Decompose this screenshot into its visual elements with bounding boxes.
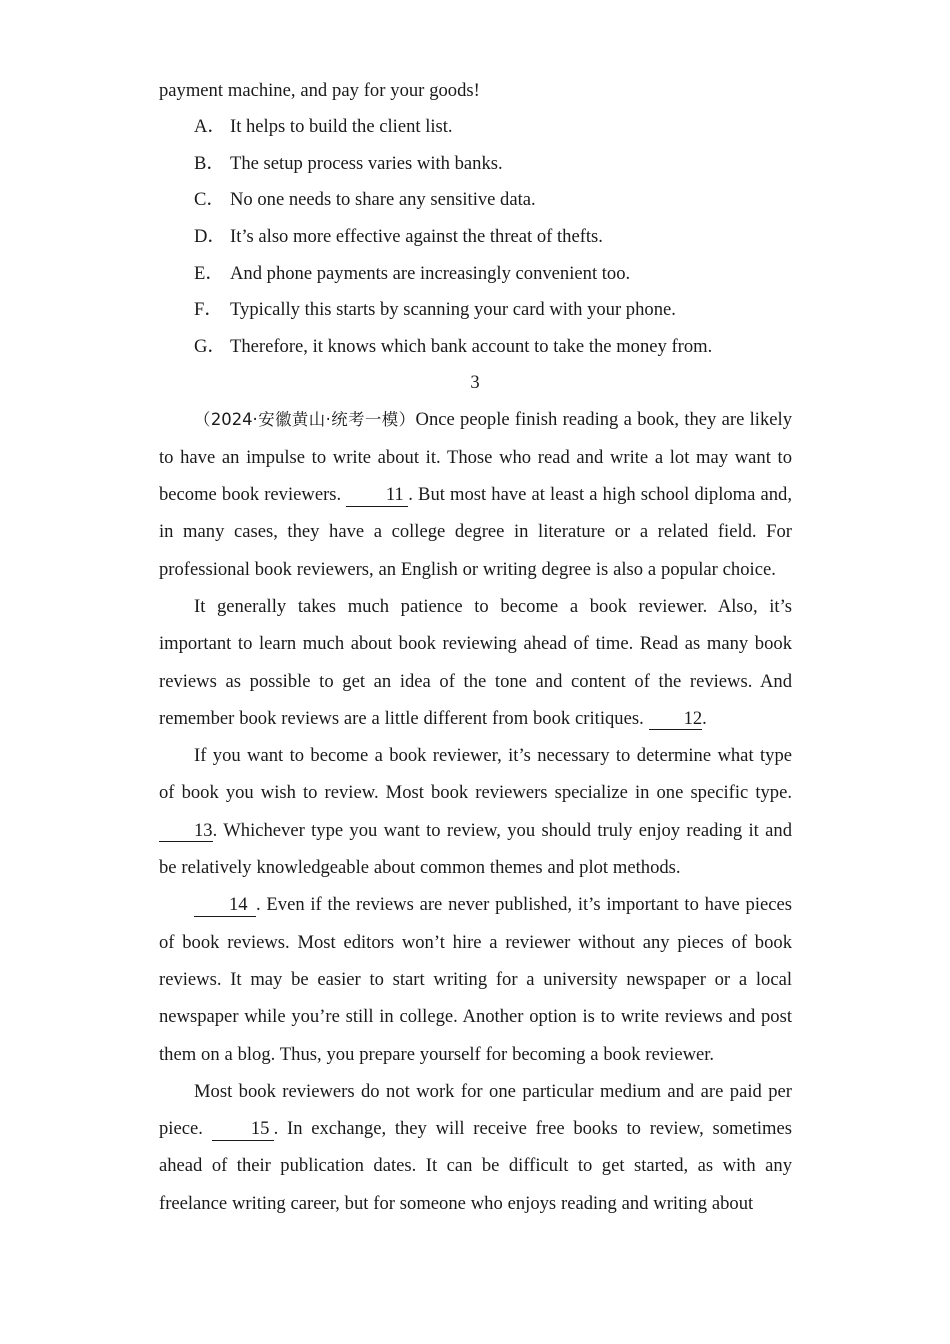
option-letter: C．: [194, 189, 225, 211]
passage-paragraph-5: [159, 1073, 792, 1222]
option-letter: B．: [194, 152, 225, 174]
option-text: Typically this starts by scanning your card with your phone.: [230, 299, 676, 321]
option-row-c[interactable]: [159, 182, 792, 219]
passage-paragraph-1: [159, 401, 792, 587]
option-list: [159, 109, 792, 365]
paragraph-5-text-after: . In exchange, they will receive free books to review, sometimes ahead of their publication dates. It can be difficult to get started, as with any freelance writing career, but for someone who enjoys reading and writing about: [159, 1118, 792, 1214]
answer-blank-15[interactable]: 15: [212, 1119, 274, 1141]
option-text: And phone payments are increasingly convenient too.: [230, 262, 631, 284]
option-row-b[interactable]: [159, 146, 792, 183]
passage-paragraph-2: [159, 588, 792, 737]
paragraph-3-text-after: . Whichever type you want to review, you should truly enjoy reading it and be relatively knowledgeable about common themes and plot methods.: [159, 819, 792, 879]
paragraph-1-text-after: . But most have at least a high school diploma and, in many cases, they have a college degree in literature or a related field. For professional book reviewers, an English or writing degree is also a popular choice.: [159, 484, 792, 580]
option-text: It helps to build the client list.: [230, 116, 453, 138]
option-row-e[interactable]: [159, 256, 792, 293]
source-tag: （2024·安徽黄山·统考一模）: [194, 410, 416, 430]
option-text: No one needs to share any sensitive data.: [230, 189, 536, 211]
carryover-line: payment machine, and pay for your goods!: [159, 80, 480, 101]
section-number: 3: [470, 372, 480, 394]
option-letter: D．: [194, 226, 227, 248]
option-letter: G．: [194, 335, 227, 357]
passage-paragraph-4: [159, 886, 792, 1072]
paragraph-4-text-after: . Even if the reviews are never published, it’s important to have pieces of book reviews. Most editors won’t hire a reviewer without any pieces of book reviews. It may be easier to start writing for a university newspaper or a local newspaper while you’re still in college. Another option is to write reviews and post them on a blog. Thus, you prepare yourself for becoming a book reviewer.: [159, 894, 792, 1065]
option-row-f[interactable]: [159, 292, 792, 329]
answer-blank-13[interactable]: 13: [159, 821, 213, 843]
option-row-d[interactable]: [159, 219, 792, 256]
option-row-a[interactable]: [159, 109, 792, 146]
answer-blank-11[interactable]: 11: [346, 485, 408, 507]
option-row-g[interactable]: [159, 329, 792, 366]
option-text: Therefore, it knows which bank account to take the money from.: [230, 335, 713, 357]
option-text: It’s also more effective against the threat of thefts.: [230, 226, 603, 248]
passage-paragraph-3: [159, 737, 792, 886]
paragraph-2-text-after: .: [702, 707, 707, 729]
answer-blank-12[interactable]: 12: [649, 709, 703, 731]
answer-blank-14[interactable]: 14: [194, 895, 256, 917]
option-text: The setup process varies with banks.: [230, 152, 503, 174]
paragraph-3-text-before: If you want to become a book reviewer, it’s necessary to determine what type of book you wish to review. Most book reviewers specialize in one specific type.: [159, 745, 792, 804]
option-letter: A．: [194, 116, 227, 138]
option-letter: F．: [194, 299, 223, 321]
paragraph-1-text-before: Once people finish reading a book, they are likely to have an impulse to write about it. Those who read and write a lot may want to become book reviewers.: [159, 409, 792, 506]
paragraph-2-text-before: It generally takes much patience to become a book reviewer. Also, it’s important to learn much about book reviewing ahead of time. Read as many book reviews as possible to get an idea of the tone and content of the reviews. And remember book reviews are a little different from book critiques.: [159, 595, 792, 729]
option-letter: E．: [194, 262, 224, 284]
paragraph-5-text-before: Most book reviewers do not work for one particular medium and are paid per piece.: [159, 1080, 792, 1140]
page-content: [159, 72, 792, 1222]
